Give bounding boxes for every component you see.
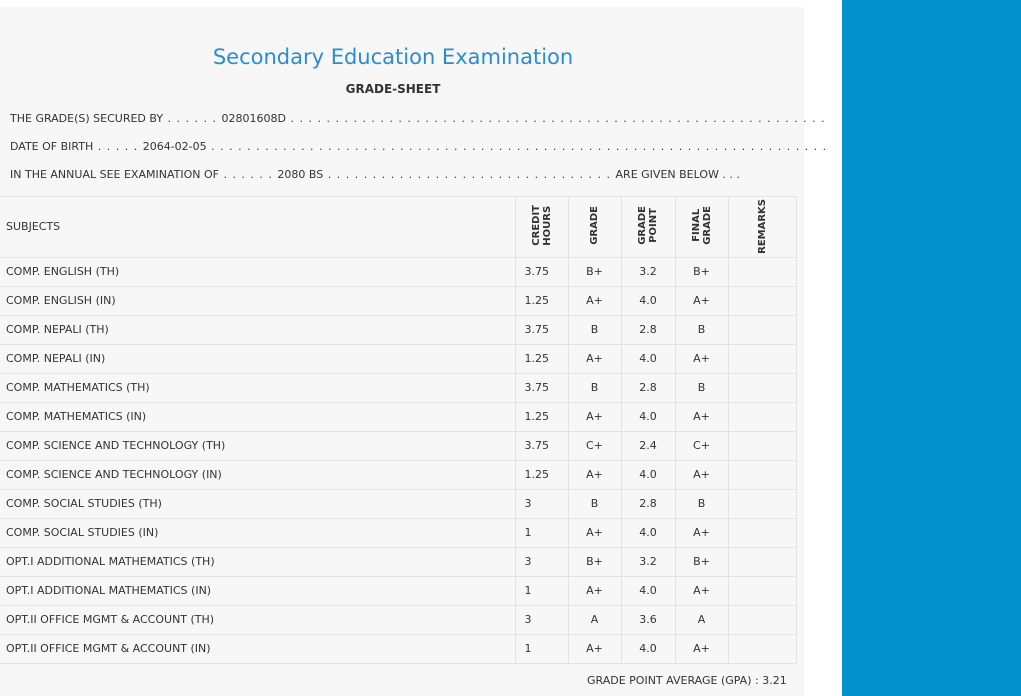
table-row: [0, 431, 796, 460]
subject-cell: COMP. MATHEMATICS (IN): [0, 402, 515, 431]
grade-point-cell: 4.0: [621, 460, 675, 489]
final-grade-cell: B: [675, 315, 728, 344]
remarks-cell: [728, 431, 796, 460]
final-grade-cell: A+: [675, 634, 728, 663]
grade-cell: A+: [568, 576, 621, 605]
subject-cell: OPT.II OFFICE MGMT & ACCOUNT (TH): [0, 605, 515, 634]
side-panel: [842, 0, 1021, 696]
exam-line: IN THE ANNUAL SEE EXAMINATION OF . . . . . . 2080 BS . . . . . . . . . . . . . . . . . . . . . . . . . . . . . . . . ARE GIVEN BELOW . . .: [10, 168, 740, 181]
final-grade-cell: A: [675, 605, 728, 634]
grade-point-cell: 4.0: [621, 634, 675, 663]
subject-cell: COMP. ENGLISH (TH): [0, 257, 515, 286]
table-row: [0, 402, 796, 431]
final-grade-cell: B: [675, 489, 728, 518]
remarks-cell: [728, 460, 796, 489]
remarks-cell: [728, 402, 796, 431]
table-row: [0, 373, 796, 402]
grade-point-cell: 2.8: [621, 489, 675, 518]
subject-cell: COMP. SOCIAL STUDIES (TH): [0, 489, 515, 518]
final-grade-cell: A+: [675, 286, 728, 315]
subject-cell: COMP. SCIENCE AND TECHNOLOGY (IN): [0, 460, 515, 489]
grade-cell: A+: [568, 286, 621, 315]
remarks-cell: [728, 547, 796, 576]
final-grade-cell: A+: [675, 344, 728, 373]
remarks-cell: [728, 605, 796, 634]
secured-by-label: THE GRADE(S) SECURED BY: [10, 112, 164, 125]
header-remarks: REMARKS: [728, 197, 796, 258]
table-row: [0, 547, 796, 576]
remarks-cell: [728, 315, 796, 344]
exam-year: 2080 BS: [277, 168, 324, 181]
subject-cell: OPT.I ADDITIONAL MATHEMATICS (IN): [0, 576, 515, 605]
final-grade-cell: A+: [675, 460, 728, 489]
table-header-row: [0, 197, 796, 258]
grade-point-cell: 3.6: [621, 605, 675, 634]
credit-hours-cell: 3.75: [515, 431, 568, 460]
credit-hours-cell: 1.25: [515, 402, 568, 431]
grade-point-cell: 2.8: [621, 373, 675, 402]
grade-cell: B+: [568, 257, 621, 286]
grade-sheet-heading: GRADE-SHEET: [345, 82, 441, 96]
grade-point-cell: 3.2: [621, 257, 675, 286]
symbol-number: 02801608D: [221, 112, 286, 125]
grade-cell: A+: [568, 634, 621, 663]
header-final-grade: FINAL GRADE: [675, 197, 728, 258]
final-grade-cell: B+: [675, 547, 728, 576]
dob-label: DATE OF BIRTH: [10, 140, 94, 153]
credit-hours-cell: 3.75: [515, 315, 568, 344]
header-grade-point: GRADE POINT: [621, 197, 675, 258]
remarks-cell: [728, 576, 796, 605]
final-grade-cell: A+: [675, 576, 728, 605]
exam-title: Secondary Education Examination: [212, 45, 574, 69]
table-row: [0, 605, 796, 634]
subject-cell: COMP. NEPALI (IN): [0, 344, 515, 373]
final-grade-cell: B: [675, 373, 728, 402]
table-row: [0, 257, 796, 286]
credit-hours-cell: 1.25: [515, 286, 568, 315]
subject-cell: OPT.II OFFICE MGMT & ACCOUNT (IN): [0, 634, 515, 663]
subject-cell: COMP. NEPALI (TH): [0, 315, 515, 344]
credit-hours-cell: 1.25: [515, 460, 568, 489]
gpa-label: GRADE POINT AVERAGE (GPA) :: [587, 674, 759, 687]
remarks-cell: [728, 257, 796, 286]
table-row: [0, 518, 796, 547]
credit-hours-cell: 3.75: [515, 257, 568, 286]
grade-cell: A+: [568, 460, 621, 489]
subject-cell: COMP. MATHEMATICS (TH): [0, 373, 515, 402]
grade-point-cell: 4.0: [621, 286, 675, 315]
table-row: [0, 344, 796, 373]
grade-point-cell: 4.0: [621, 344, 675, 373]
grade-cell: A+: [568, 402, 621, 431]
table-row: [0, 460, 796, 489]
dob-value: 2064-02-05: [142, 140, 207, 153]
exam-label: IN THE ANNUAL SEE EXAMINATION OF: [10, 168, 219, 181]
table-row: [0, 315, 796, 344]
header-grade: GRADE: [568, 197, 621, 258]
grade-cell: A: [568, 605, 621, 634]
grades-table: [0, 196, 797, 664]
grade-cell: B: [568, 315, 621, 344]
header-credit-hours: CREDIT HOURS: [515, 197, 568, 258]
remarks-cell: [728, 373, 796, 402]
gpa-value: 3.21: [762, 674, 787, 687]
credit-hours-cell: 1: [515, 518, 568, 547]
grade-cell: B+: [568, 547, 621, 576]
final-grade-cell: B+: [675, 257, 728, 286]
grade-cell: C+: [568, 431, 621, 460]
given-below-text: ARE GIVEN BELOW . . .: [615, 168, 740, 181]
final-grade-cell: A+: [675, 518, 728, 547]
credit-hours-cell: 3: [515, 489, 568, 518]
remarks-cell: [728, 634, 796, 663]
credit-hours-cell: 1: [515, 634, 568, 663]
grade-point-cell: 3.2: [621, 547, 675, 576]
remarks-cell: [728, 344, 796, 373]
table-row: [0, 634, 796, 663]
grade-point-cell: 4.0: [621, 402, 675, 431]
grade-point-cell: 4.0: [621, 518, 675, 547]
credit-hours-cell: 3: [515, 605, 568, 634]
grade-point-cell: 2.4: [621, 431, 675, 460]
subject-cell: OPT.I ADDITIONAL MATHEMATICS (TH): [0, 547, 515, 576]
grade-cell: B: [568, 489, 621, 518]
header-subjects: SUBJECTS: [0, 197, 515, 258]
grade-cell: A+: [568, 518, 621, 547]
remarks-cell: [728, 518, 796, 547]
final-grade-cell: A+: [675, 402, 728, 431]
remarks-cell: [728, 489, 796, 518]
grade-cell: B: [568, 373, 621, 402]
grade-cell: A+: [568, 344, 621, 373]
subject-cell: COMP. ENGLISH (IN): [0, 286, 515, 315]
secured-by-line: THE GRADE(S) SECURED BY . . . . . . 02801608D . . . . . . . . . . . . . . . . . . . . . . . . . . . . . . . . . . . . . . . . . . . . . . . . . . . . . . . . . . . .: [10, 112, 826, 125]
credit-hours-cell: 3.75: [515, 373, 568, 402]
final-grade-cell: C+: [675, 431, 728, 460]
grade-point-cell: 2.8: [621, 315, 675, 344]
dob-line: DATE OF BIRTH . . . . . 2064-02-05 . . . . . . . . . . . . . . . . . . . . . . . . . . . . . . . . . . . . . . . . . . . . . . . . . . . . . . . . . . . . . . . . . . . . .: [10, 140, 828, 153]
credit-hours-cell: 1: [515, 576, 568, 605]
grade-point-cell: 4.0: [621, 576, 675, 605]
subject-cell: COMP. SCIENCE AND TECHNOLOGY (TH): [0, 431, 515, 460]
remarks-cell: [728, 286, 796, 315]
subject-cell: COMP. SOCIAL STUDIES (IN): [0, 518, 515, 547]
gpa-line: [587, 674, 787, 687]
credit-hours-cell: 1.25: [515, 344, 568, 373]
credit-hours-cell: 3: [515, 547, 568, 576]
table-row: [0, 576, 796, 605]
table-row: [0, 489, 796, 518]
table-row: [0, 286, 796, 315]
